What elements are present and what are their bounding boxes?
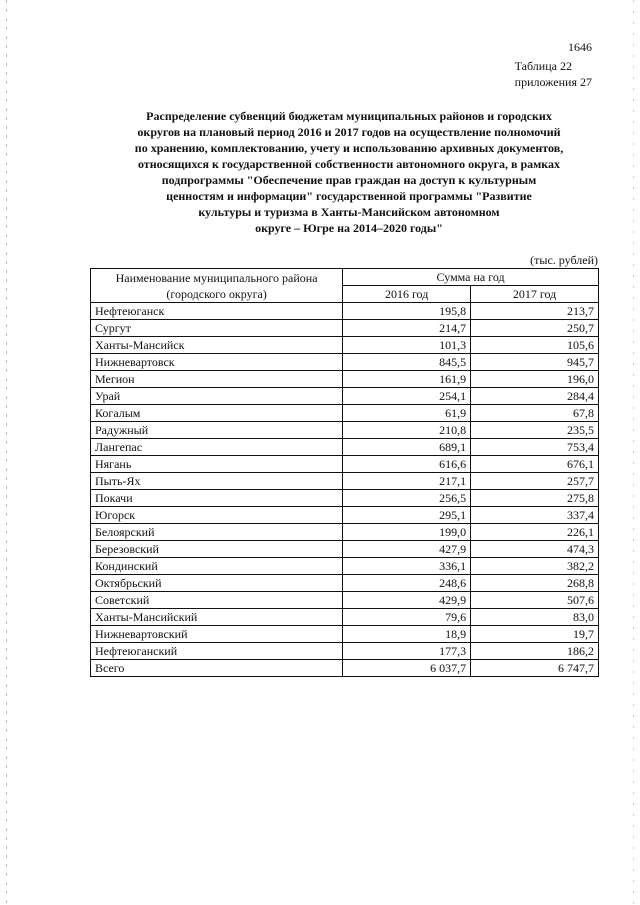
table-row [91, 490, 599, 507]
cell-2016: 161,9 [343, 371, 471, 388]
total-row [91, 660, 599, 677]
cell-municipality: Ханты-Мансийск [91, 337, 343, 354]
cell-2016: 214,7 [343, 320, 471, 337]
table-label: Таблица 22 [514, 59, 572, 73]
cell-municipality: Нижневартовский [91, 626, 343, 643]
header-row [91, 269, 599, 286]
cell-2017: 196,0 [471, 371, 599, 388]
cell-2017: 275,8 [471, 490, 599, 507]
cell-municipality: Покачи [91, 490, 343, 507]
title-line: Распределение субвенций бюджетам муниципальных районов и городских [146, 109, 552, 123]
table-row [91, 371, 599, 388]
cell-2017: 105,6 [471, 337, 599, 354]
table-row [91, 524, 599, 541]
title-line: округов на плановый период 2016 и 2017 годов на осуществление полномочий [137, 125, 561, 139]
table-row [91, 473, 599, 490]
cell-2017: 507,6 [471, 592, 599, 609]
title-line: по хранению, комплектованию, учету и использованию архивных документов, [134, 141, 564, 155]
table-row [91, 541, 599, 558]
table-row [91, 320, 599, 337]
cell-municipality: Нижневартовск [91, 354, 343, 371]
cell-2017: 213,7 [471, 303, 599, 320]
cell-municipality: Радужный [91, 422, 343, 439]
cell-2017: 226,1 [471, 524, 599, 541]
table-row [91, 507, 599, 524]
table-reference [515, 58, 592, 90]
cell-2017: 676,1 [471, 456, 599, 473]
cell-2016: 195,8 [343, 303, 471, 320]
cell-2016: 254,1 [343, 388, 471, 405]
cell-2016: 248,6 [343, 575, 471, 592]
document-title [90, 108, 608, 236]
cell-2017: 257,7 [471, 473, 599, 490]
cell-municipality: Сургут [91, 320, 343, 337]
table-row [91, 439, 599, 456]
cell-2016: 689,1 [343, 439, 471, 456]
table-row [91, 405, 599, 422]
cell-2016: 79,6 [343, 609, 471, 626]
table-row [91, 592, 599, 609]
cell-2017: 186,2 [471, 643, 599, 660]
cell-2017: 83,0 [471, 609, 599, 626]
cell-2016: 61,9 [343, 405, 471, 422]
cell-2017: 474,3 [471, 541, 599, 558]
cell-2016: 845,5 [343, 354, 471, 371]
cell-2017: 235,5 [471, 422, 599, 439]
cell-2017: 19,7 [471, 626, 599, 643]
subvention-table [90, 268, 599, 677]
cell-municipality: Березовский [91, 541, 343, 558]
table-row [91, 388, 599, 405]
cell-2016: 210,8 [343, 422, 471, 439]
title-line: относящихся к государственной собственности автономного округа, в рамках [137, 157, 561, 171]
cell-2017: 945,7 [471, 354, 599, 371]
table-row [91, 609, 599, 626]
cell-2016: 177,3 [343, 643, 471, 660]
title-line: подпрограммы "Обеспечение прав граждан на доступ к культурным [161, 173, 537, 187]
cell-2016: 217,1 [343, 473, 471, 490]
cell-municipality: Нягань [91, 456, 343, 473]
table-row [91, 422, 599, 439]
cell-municipality: Пыть-Ях [91, 473, 343, 490]
table-row [91, 337, 599, 354]
column-header-name: Наименование муниципального района (городского округа) [91, 269, 343, 303]
cell-municipality: Нефтеюганский [91, 643, 343, 660]
cell-2017: 268,8 [471, 575, 599, 592]
appendix-label: приложения 27 [514, 75, 592, 89]
title-line: культуры и туризма в Ханты-Мансийском автономном [198, 205, 500, 219]
cell-2016: 295,1 [343, 507, 471, 524]
total-2017: 6 747,7 [471, 660, 599, 677]
table-row [91, 558, 599, 575]
cell-municipality: Югорск [91, 507, 343, 524]
cell-2016: 427,9 [343, 541, 471, 558]
cell-2017: 753,4 [471, 439, 599, 456]
cell-2016: 101,3 [343, 337, 471, 354]
table-row [91, 456, 599, 473]
title-line: округе – Югре на 2014–2020 годы" [255, 221, 443, 235]
table-row [91, 303, 599, 320]
cell-2017: 67,8 [471, 405, 599, 422]
cell-municipality: Октябрьский [91, 575, 343, 592]
page-number: 1646 [568, 40, 592, 54]
cell-2017: 382,2 [471, 558, 599, 575]
cell-2016: 18,9 [343, 626, 471, 643]
table-row [91, 354, 599, 371]
cell-municipality: Советский [91, 592, 343, 609]
cell-municipality: Ханты-Мансийский [91, 609, 343, 626]
cell-municipality: Когалым [91, 405, 343, 422]
cell-2017: 284,4 [471, 388, 599, 405]
cell-municipality: Нефтеюганск [91, 303, 343, 320]
cell-municipality: Урай [91, 388, 343, 405]
column-header-2017: 2017 год [471, 286, 599, 303]
column-header-sum: Сумма на год [343, 269, 599, 286]
cell-2017: 250,7 [471, 320, 599, 337]
cell-2016: 256,5 [343, 490, 471, 507]
cell-municipality: Лангепас [91, 439, 343, 456]
cell-municipality: Белоярский [91, 524, 343, 541]
cell-municipality: Мегион [91, 371, 343, 388]
scan-edge-right [633, 0, 634, 905]
table-row [91, 575, 599, 592]
cell-2016: 616,6 [343, 456, 471, 473]
title-line: ценностям и информации" государственной программы "Развитие [166, 189, 532, 203]
total-label: Всего [91, 660, 343, 677]
cell-2016: 429,9 [343, 592, 471, 609]
table-row [91, 643, 599, 660]
cell-municipality: Кондинский [91, 558, 343, 575]
column-header-2016: 2016 год [343, 286, 471, 303]
units-label: (тыс. рублей) [530, 253, 598, 267]
cell-2016: 199,0 [343, 524, 471, 541]
total-2016: 6 037,7 [343, 660, 471, 677]
table-row [91, 626, 599, 643]
cell-2017: 337,4 [471, 507, 599, 524]
scan-edge-left [6, 0, 7, 905]
cell-2016: 336,1 [343, 558, 471, 575]
